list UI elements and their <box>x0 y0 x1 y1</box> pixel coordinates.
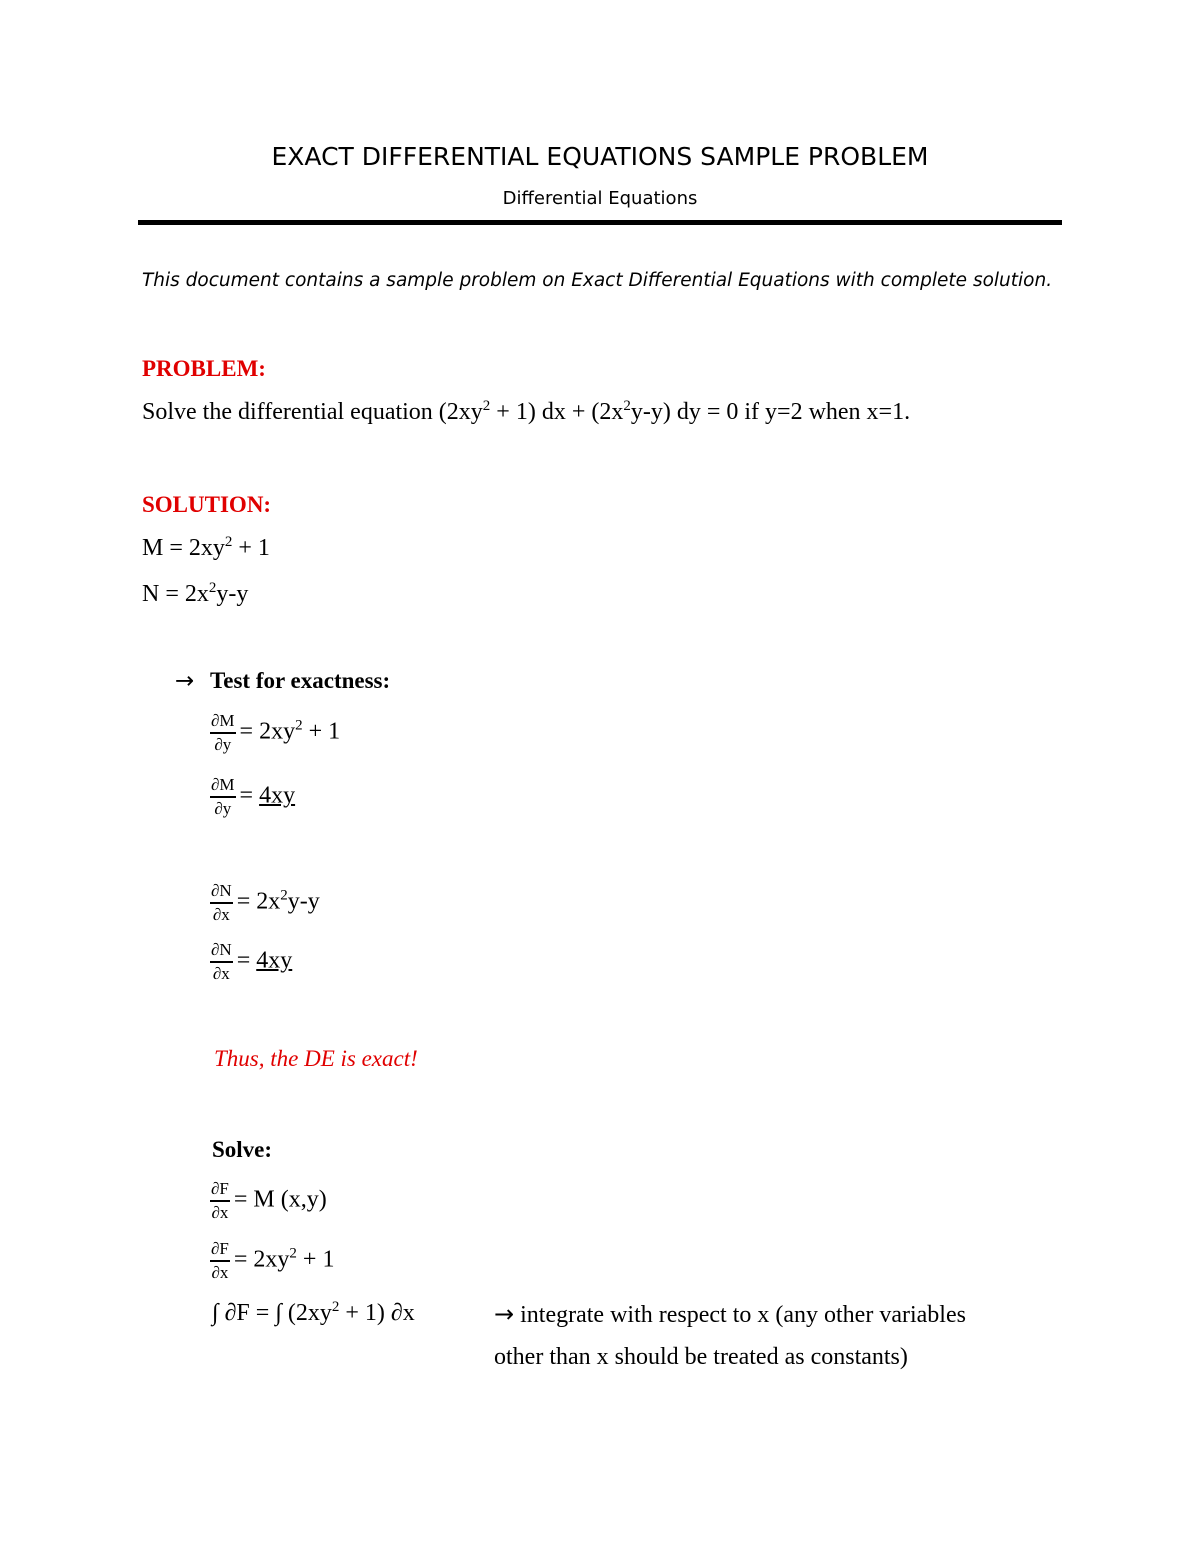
test-heading: Test for exactness: <box>210 668 391 693</box>
problem-exp-b: 2 <box>623 398 631 414</box>
dm2-a: = <box>239 782 260 809</box>
dn2-a: = <box>236 947 257 974</box>
frac-numerator: ∂M <box>210 712 236 734</box>
dn1-b: y-y <box>287 888 320 915</box>
dn2-result: 4xy <box>256 947 293 974</box>
df2-b: + 1 <box>296 1246 335 1273</box>
integral-a: ∫ ∂F = ∫ (2xy <box>212 1300 332 1326</box>
integration-note-line-1 <box>494 1300 966 1329</box>
dn-fraction <box>210 941 233 983</box>
frac-denominator: ∂x <box>212 904 230 924</box>
m-def-a: M = 2xy <box>142 535 225 561</box>
dn-equation-2 <box>210 941 292 983</box>
test-heading-row <box>175 668 390 694</box>
frac-denominator: ∂y <box>214 734 232 754</box>
dm-fraction <box>210 712 236 754</box>
frac-numerator: ∂M <box>210 776 236 798</box>
document-title: EXACT DIFFERENTIAL EQUATIONS SAMPLE PROBLEM <box>271 142 929 171</box>
problem-text-c: y-y) dy = 0 if y=2 when x=1. <box>630 399 911 425</box>
dm1-a: = 2xy <box>239 718 296 745</box>
document-subtitle: Differential Equations <box>502 188 698 209</box>
dm-equation-2 <box>210 776 295 818</box>
problem-heading: PROBLEM: <box>142 356 266 381</box>
df2-exp: 2 <box>289 1245 297 1262</box>
m-def-exp: 2 <box>224 534 233 550</box>
integration-note-line-2: other than x should be treated as constants) <box>494 1344 908 1370</box>
df-equation-1 <box>210 1180 327 1222</box>
dm1-exp: 2 <box>295 717 303 734</box>
solve-heading: Solve: <box>212 1137 273 1162</box>
problem-statement <box>142 399 910 426</box>
arrow-icon: → <box>494 1300 515 1328</box>
dm1-b: + 1 <box>302 718 341 745</box>
n-def-exp: 2 <box>208 580 217 596</box>
dn-fraction <box>210 882 233 924</box>
integral-equation <box>212 1300 415 1327</box>
n-def-a: N = 2x <box>142 581 209 607</box>
solution-heading: SOLUTION: <box>142 492 272 517</box>
frac-numerator: ∂F <box>210 1180 230 1202</box>
dn-equation-1 <box>210 882 320 924</box>
frac-denominator: ∂x <box>211 1262 229 1282</box>
exactness-conclusion: Thus, the DE is exact! <box>214 1046 418 1071</box>
header-divider <box>138 220 1062 225</box>
integral-exp: 2 <box>331 1299 340 1315</box>
n-definition <box>142 581 248 608</box>
m-def-b: + 1 <box>232 535 270 561</box>
m-definition <box>142 535 270 562</box>
frac-numerator: ∂F <box>210 1240 230 1262</box>
frac-denominator: ∂y <box>214 798 232 818</box>
dm-equation-1 <box>210 712 340 754</box>
integral-b: + 1) ∂x <box>339 1300 415 1326</box>
problem-text-a: Solve the differential equation (2xy <box>142 399 483 425</box>
frac-denominator: ∂x <box>212 963 230 983</box>
df-fraction <box>210 1180 230 1222</box>
dn1-exp: 2 <box>280 887 288 904</box>
frac-numerator: ∂N <box>210 882 233 904</box>
problem-exp-a: 2 <box>482 398 491 414</box>
problem-text-b: + 1) dx + (2x <box>490 399 624 425</box>
note-text-1: integrate with respect to x (any other variables <box>514 1302 966 1328</box>
dm2-result: 4xy <box>259 782 296 809</box>
dm-fraction <box>210 776 236 818</box>
frac-denominator: ∂x <box>211 1202 229 1222</box>
intro-text: This document contains a sample problem on Exact Differential Equations with complete solution. <box>142 270 1053 291</box>
dn1-a: = 2x <box>236 888 281 915</box>
df-equation-2 <box>210 1240 334 1282</box>
df2-a: = 2xy <box>233 1246 290 1273</box>
df1-text: = M (x,y) <box>233 1186 327 1213</box>
arrow-icon: → <box>175 668 195 694</box>
n-def-b: y-y <box>216 581 249 607</box>
frac-numerator: ∂N <box>210 941 233 963</box>
df-fraction <box>210 1240 230 1282</box>
